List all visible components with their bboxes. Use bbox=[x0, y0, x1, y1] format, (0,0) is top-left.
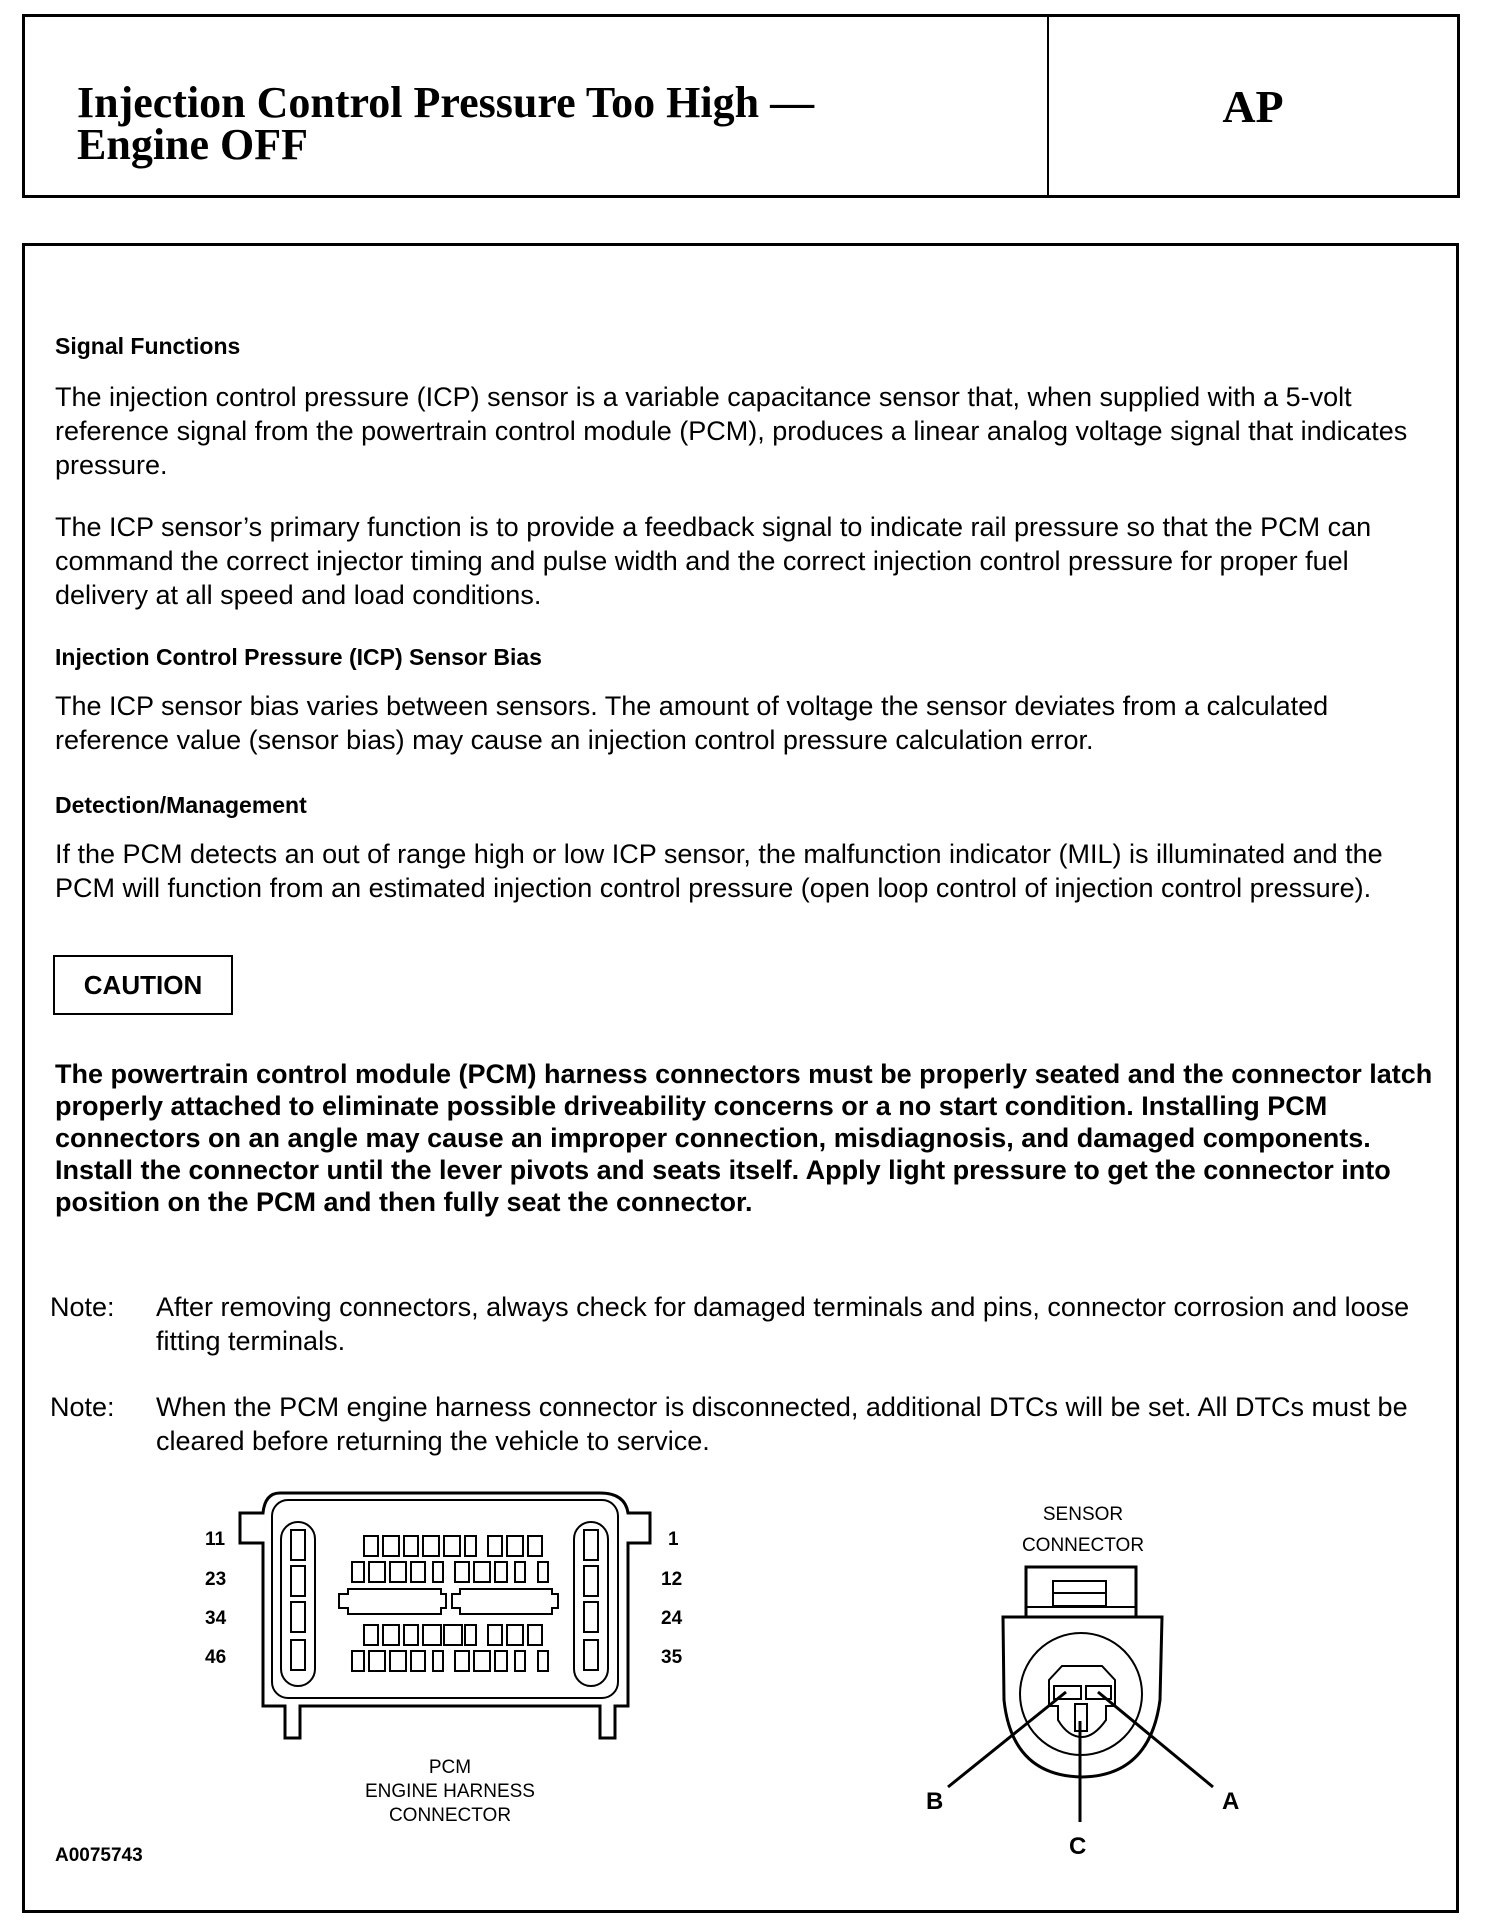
paragraph-detection: If the PCM detects an out of range high or low ICP sensor, the malfunction indicator (MIL) is illuminated and the PCM will function from an estimated injection control pressure (open loop control of injection control pressure). bbox=[55, 839, 1383, 903]
title-line-2: Engine OFF bbox=[77, 120, 309, 169]
note-1 bbox=[50, 1290, 1450, 1358]
sensor-pin-label-c: C bbox=[1069, 1833, 1087, 1860]
note-label: Note: bbox=[50, 1392, 115, 1422]
pinpoint-test-code: AP bbox=[1222, 80, 1284, 132]
section-heading-signal-functions: Signal Functions bbox=[55, 333, 241, 359]
pcm-pin-label: 23 bbox=[205, 1569, 227, 1590]
pcm-pin-label: 12 bbox=[661, 1569, 683, 1590]
pcm-pin-label: 1 bbox=[668, 1529, 679, 1550]
page-title bbox=[77, 78, 1037, 169]
pcm-caption-line-1: PCM bbox=[428, 1757, 472, 1778]
note-label: Note: bbox=[50, 1292, 115, 1322]
caution-label-box: CAUTION bbox=[53, 955, 233, 1015]
pcm-pin-label: 24 bbox=[661, 1608, 683, 1629]
section-heading-detection: Detection/Management bbox=[55, 792, 307, 818]
sensor-caption-line-2: CONNECTOR bbox=[1021, 1535, 1145, 1556]
sensor-pin-label-b: B bbox=[926, 1788, 944, 1815]
sensor-caption-line-1: SENSOR bbox=[1042, 1504, 1124, 1525]
note-text: After removing connectors, always check for damaged terminals and pins, connector corrosion and loose fitting terminals. bbox=[156, 1292, 1410, 1356]
paragraph-sensor-bias: The ICP sensor bias varies between sensors. The amount of voltage the sensor deviates from a calculated reference value (sensor bias) may cause an injection control pressure calculation error. bbox=[55, 691, 1329, 755]
note-2 bbox=[50, 1390, 1450, 1458]
pcm-pin-label: 34 bbox=[205, 1608, 227, 1629]
figure-code: A0075743 bbox=[55, 1845, 143, 1866]
caution-text: The powertrain control module (PCM) harness connectors must be properly seated and the connector latch properly attached to eliminate possible driveability concerns or a no start condition. Installing PCM connectors on an angle may cause an improper connection, misdiagnosis, and damaged components. Install the connector until the lever pivots and seats itself. Apply light pressure to get the connector into position on the PCM and then fully seat the connector. bbox=[55, 1059, 1433, 1217]
header-box bbox=[22, 14, 1460, 198]
paragraph-signal-2: The ICP sensor’s primary function is to provide a feedback signal to indicate rail pressure so that the PCM can command the correct injector timing and pulse width and the correct injection control pressure for proper fuel delivery at all speed and load conditions. bbox=[55, 512, 1372, 610]
pcm-caption-line-3: CONNECTOR bbox=[388, 1805, 512, 1826]
section-heading-sensor-bias: Injection Control Pressure (ICP) Sensor Bias bbox=[55, 644, 542, 670]
note-text: When the PCM engine harness connector is disconnected, additional DTCs will be set. All DTCs must be cleared before returning the vehicle to service. bbox=[156, 1392, 1408, 1456]
pcm-pin-label: 35 bbox=[661, 1647, 683, 1668]
sensor-pin-label-a: A bbox=[1222, 1788, 1240, 1815]
title-line-1: Injection Control Pressure Too High — bbox=[77, 78, 815, 127]
pcm-caption-line-2: ENGINE HARNESS bbox=[365, 1781, 535, 1802]
pcm-pin-label: 46 bbox=[205, 1647, 227, 1668]
paragraph-signal-1: The injection control pressure (ICP) sensor is a variable capacitance sensor that, when supplied with a 5-volt reference signal from the powertrain control module (PCM), produces a linear analog voltage signal that indicates pressure. bbox=[55, 382, 1408, 480]
pcm-pin-label: 11 bbox=[205, 1529, 226, 1550]
